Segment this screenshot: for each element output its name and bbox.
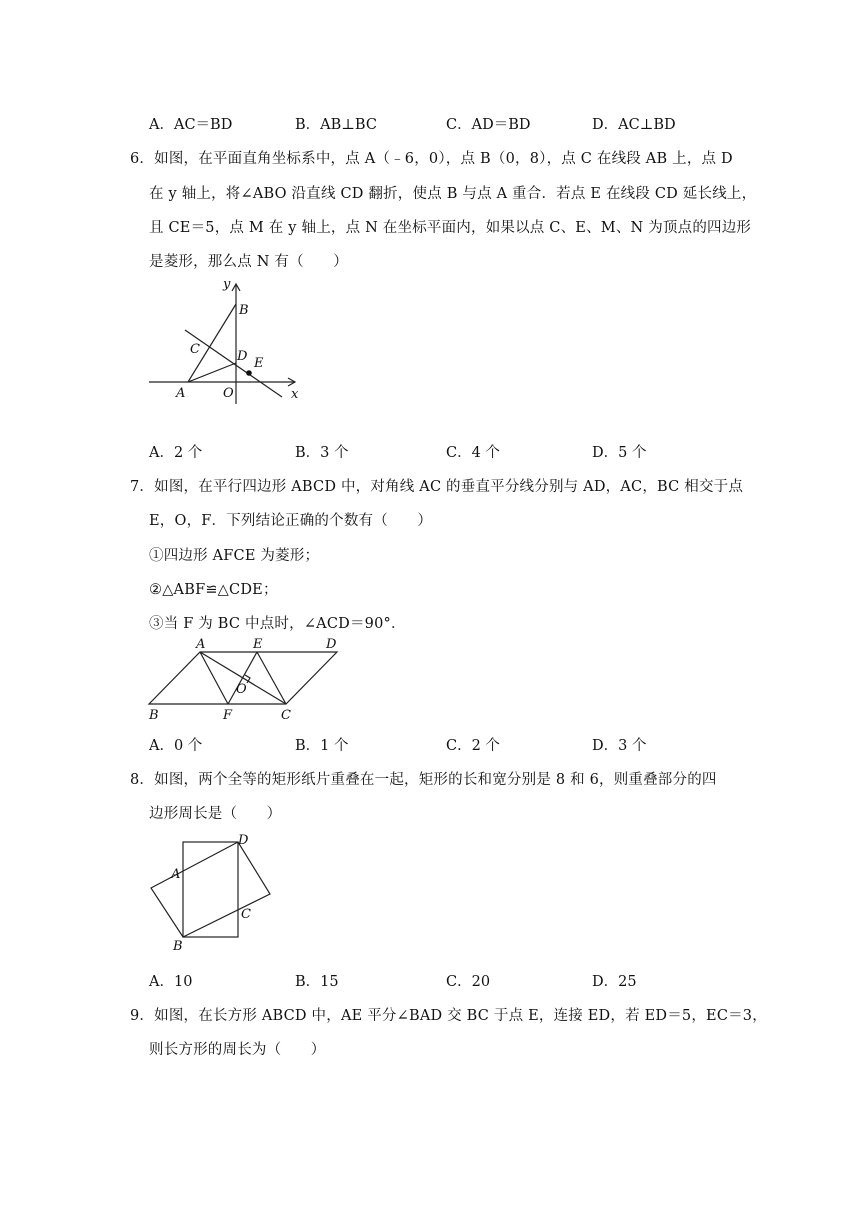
q8-line-2: 边形周长是（ ） (149, 806, 282, 822)
q9-line-1: 9．如图，在长方形 ABCD 中，AE 平分∠BAD 交 BC 于点 E，连接 ED，若 ED＝5，EC＝3， (130, 1008, 767, 1024)
q6-label-x: x (291, 387, 299, 402)
q6-line-3: 且 CE＝5，点 M 在 y 轴上，点 N 在坐标平面内，如果以点 C、E、M、N 为顶点的四边形 (149, 220, 752, 236)
q6-choice-b: B．3 个 (295, 445, 349, 461)
q6-choice-a: A．2 个 (149, 445, 203, 461)
q7-line-2: E，O，F．下列结论正确的个数有（ ） (149, 513, 433, 529)
q8-choice-c: C．20 (446, 974, 491, 990)
q6-choice-d: D．5 个 (592, 445, 647, 461)
q8-line-1: 8．如图，两个全等的矩形纸片重叠在一起，矩形的长和宽分别是 8 和 6，则重叠部分的四 (130, 772, 717, 788)
q7-label-b: B (149, 708, 159, 723)
q7-label-f: F (223, 708, 233, 723)
q9-line-2: 则长方形的周长为（ ） (149, 1042, 326, 1058)
q7-choice-a: A．0 个 (149, 738, 203, 754)
q6-label-a: A (176, 386, 186, 401)
q7-label-a: A (196, 638, 206, 652)
q7-line-3: ①四边形 AFCE 为菱形； (149, 548, 320, 564)
q6-figure (145, 278, 315, 408)
q5-choice-d: D．AC⊥BD (592, 117, 676, 133)
q8-choice-b: B．15 (295, 974, 339, 990)
q7-figure (145, 638, 345, 723)
q7-label-d: D (326, 638, 337, 652)
q7-label-c: C (281, 708, 291, 723)
q8-tilted-rectangle (151, 842, 270, 937)
q5-choice-a: A．AC＝BD (149, 117, 233, 133)
q6-label-b: B (239, 303, 249, 318)
q6-segment-ad (188, 363, 236, 382)
q8-choice-d: D．25 (592, 974, 637, 990)
q5-choice-b: B．AB⊥BC (295, 117, 377, 133)
q6-point-e (246, 370, 252, 376)
q6-label-d: D (237, 349, 248, 364)
q8-label-d: D (238, 833, 249, 848)
q7-line-4: ②△ABF≌△CDE； (149, 582, 278, 598)
q7-choice-c: C．2 个 (446, 738, 500, 754)
q8-label-a: A (171, 867, 181, 882)
q7-line-1: 7．如图，在平行四边形 ABCD 中，对角线 AC 的垂直平分线分别与 AD，AC，BC 相交于点 (130, 479, 744, 495)
q7-choice-b: B．1 个 (295, 738, 349, 754)
q7-segment-ec (257, 652, 286, 704)
q7-choice-d: D．3 个 (592, 738, 647, 754)
q8-label-b: B (173, 939, 183, 954)
q5-choice-c: C．AD＝BD (446, 117, 531, 133)
q6-label-y: y (223, 278, 231, 292)
q8-figure (145, 830, 280, 955)
q6-line-1: 6．如图，在平面直角坐标系中，点 A（﹣6，0），点 B（0，8），点 C 在线段 AB 上，点 D (130, 151, 733, 167)
q7-label-o: O (236, 682, 247, 697)
q6-label-c: C (190, 342, 200, 357)
q6-label-o: O (223, 386, 234, 401)
q6-line-2: 在 y 轴上，将∠ABO 沿直线 CD 翻折，使点 B 与点 A 重合．若点 E 在线段 CD 延长线上， (149, 186, 757, 202)
q8-choice-a: A．10 (149, 974, 193, 990)
q6-choice-c: C．4 个 (446, 445, 500, 461)
q7-label-e: E (253, 638, 263, 652)
q8-label-c: C (241, 907, 251, 922)
q6-line-4: 是菱形，那么点 N 有（ ） (149, 254, 348, 270)
q6-label-e: E (254, 356, 264, 371)
q7-line-5: ③当 F 为 BC 中点时，∠ACD＝90°． (149, 616, 406, 632)
